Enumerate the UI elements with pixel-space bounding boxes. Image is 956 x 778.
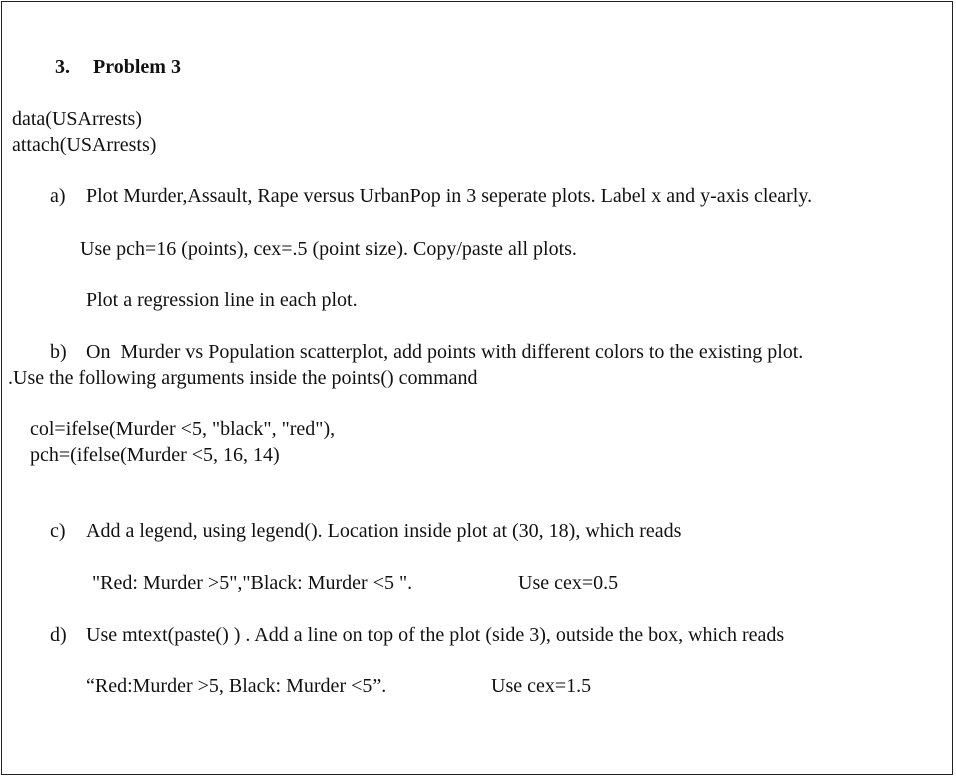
part-c-legend-text: "Red: Murder >5","Black: Murder <5 ".: [92, 572, 413, 594]
part-d-mtext-text: “Red:Murder >5, Black: Murder <5”.: [86, 675, 387, 697]
part-d-marker: d): [50, 624, 67, 646]
part-c-text: Add a legend, using legend(). Location inside plot at (30, 18), which reads: [86, 520, 682, 542]
problem-number: 3.: [55, 56, 70, 78]
part-a-marker: a): [50, 185, 66, 207]
part-d-cex-note: Use cex=1.5: [491, 675, 592, 697]
part-b-text: On Murder vs Population scatterplot, add points with different colors to the existing plot.: [86, 341, 804, 363]
part-b-marker: b): [50, 341, 67, 363]
setup-line-attach: attach(USArrests): [12, 134, 157, 156]
setup-line-data: data(USArrests): [12, 108, 142, 130]
part-a-options: Use pch=16 (points), cex=.5 (point size). Copy/paste all plots.: [80, 238, 577, 260]
part-c-marker: c): [50, 520, 66, 542]
part-a-text: Plot Murder,Assault, Rape versus UrbanPop in 3 seperate plots. Label x and y-axis clearly.: [86, 185, 813, 207]
part-d-text: Use mtext(paste() ) . Add a line on top of the plot (side 3), outside the box, which reads: [86, 624, 785, 646]
part-b-code-col: col=ifelse(Murder <5, "black", "red"),: [30, 418, 336, 440]
part-b-instruction: .Use the following arguments inside the points() command: [8, 367, 478, 389]
problem-title: Problem 3: [93, 56, 181, 78]
part-c-cex-note: Use cex=0.5: [518, 572, 619, 594]
part-a-regression: Plot a regression line in each plot.: [86, 289, 358, 311]
part-b-code-pch: pch=(ifelse(Murder <5, 16, 14): [30, 444, 280, 466]
